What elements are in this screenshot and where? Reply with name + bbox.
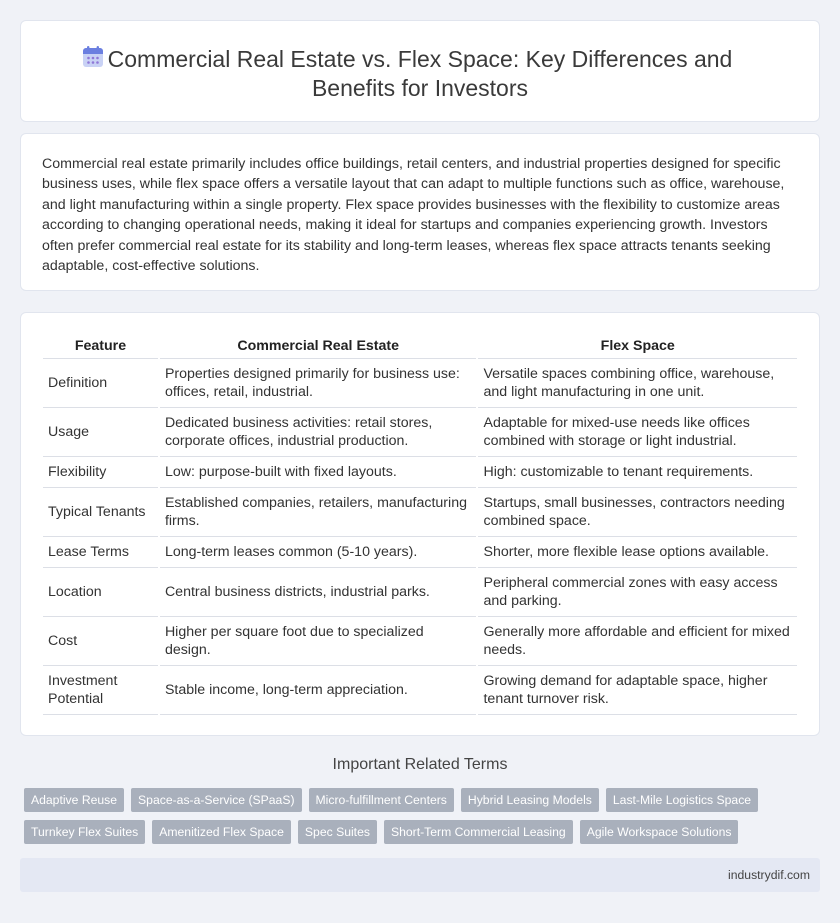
- cell-flex-space: Startups, small businesses, contractors needing combined space.: [478, 488, 797, 537]
- related-term-tag[interactable]: Short-Term Commercial Leasing: [384, 820, 573, 844]
- column-header-commercial-real-estate: Commercial Real Estate: [160, 331, 477, 359]
- comparison-table: [41, 331, 799, 715]
- related-term-tag[interactable]: Last-Mile Logistics Space: [606, 788, 758, 812]
- column-header-feature: Feature: [43, 331, 158, 359]
- related-term-tag[interactable]: Agile Workspace Solutions: [580, 820, 739, 844]
- cell-commercial-real-estate: Stable income, long-term appreciation.: [160, 666, 477, 715]
- related-terms-row: [24, 820, 814, 844]
- column-header-flex-space: Flex Space: [478, 331, 797, 359]
- cell-feature: Cost: [43, 617, 158, 666]
- cell-feature: Flexibility: [43, 457, 158, 488]
- related-term-tag[interactable]: Space-as-a-Service (SPaaS): [131, 788, 301, 812]
- cell-flex-space: Generally more affordable and efficient for mixed needs.: [478, 617, 797, 666]
- table-header-row: [43, 331, 797, 359]
- footer: [20, 858, 820, 892]
- table-row: [43, 617, 797, 666]
- cell-commercial-real-estate: Properties designed primarily for business use: offices, retail, industrial.: [160, 359, 477, 408]
- cell-feature: Usage: [43, 408, 158, 457]
- related-term-tag[interactable]: Amenitized Flex Space: [152, 820, 291, 844]
- table-row: [43, 359, 797, 408]
- cell-commercial-real-estate: Dedicated business activities: retail stores, corporate offices, industrial production.: [160, 408, 477, 457]
- cell-feature: Lease Terms: [43, 537, 158, 568]
- cell-flex-space: Peripheral commercial zones with easy access and parking.: [478, 568, 797, 617]
- cell-commercial-real-estate: Low: purpose-built with fixed layouts.: [160, 457, 477, 488]
- table-row: [43, 488, 797, 537]
- comparison-table-card: [20, 312, 820, 736]
- related-terms-row: [24, 788, 814, 812]
- cell-flex-space: Adaptable for mixed-use needs like offices combined with storage or light industrial.: [478, 408, 797, 457]
- related-term-tag[interactable]: Hybrid Leasing Models: [461, 788, 599, 812]
- cell-feature: Investment Potential: [43, 666, 158, 715]
- cell-flex-space: Versatile spaces combining office, warehouse, and light manufacturing in one unit.: [478, 359, 797, 408]
- cell-flex-space: Growing demand for adaptable space, higher tenant turnover risk.: [478, 666, 797, 715]
- table-row: [43, 408, 797, 457]
- cell-feature: Definition: [43, 359, 158, 408]
- table-row: [43, 457, 797, 488]
- cell-commercial-real-estate: Long-term leases common (5-10 years).: [160, 537, 477, 568]
- table-row: [43, 537, 797, 568]
- footer-site-link[interactable]: industrydif.com: [728, 868, 810, 882]
- table-row: [43, 666, 797, 715]
- related-term-tag[interactable]: Adaptive Reuse: [24, 788, 124, 812]
- related-term-tag[interactable]: Spec Suites: [298, 820, 377, 844]
- header-card: [20, 20, 820, 122]
- cell-feature: Location: [43, 568, 158, 617]
- related-term-tag[interactable]: Turnkey Flex Suites: [24, 820, 145, 844]
- cell-commercial-real-estate: Higher per square foot due to specialized design.: [160, 617, 477, 666]
- table-row: [43, 568, 797, 617]
- cell-flex-space: Shorter, more flexible lease options available.: [478, 537, 797, 568]
- cell-commercial-real-estate: Established companies, retailers, manufacturing firms.: [160, 488, 477, 537]
- cell-feature: Typical Tenants: [43, 488, 158, 537]
- related-terms-title: Important Related Terms: [332, 756, 508, 773]
- cell-commercial-real-estate: Central business districts, industrial parks.: [160, 568, 477, 617]
- page-title: Commercial Real Estate vs. Flex Space: Key Differences and Benefits for Investors: [107, 46, 733, 101]
- related-term-tag[interactable]: Micro-fulfillment Centers: [309, 788, 454, 812]
- intro-paragraph: Commercial real estate primarily includes office buildings, retail centers, and industrial properties designed for specific business uses, while flex space offers a versatile layout that can adapt to multiple functions such as office, warehouse, and light manufacturing within a single property. Flex space provides businesses with the flexibility to customize areas according to changing operational needs, making it ideal for startups and companies experiencing growth. Investors often prefer commercial real estate for its stability and long-term leases, whereas flex space attracts tenants seeking adaptable, cost-effective solutions.: [42, 156, 785, 275]
- cell-flex-space: High: customizable to tenant requirements.: [478, 457, 797, 488]
- intro-card: [20, 133, 820, 291]
- related-terms-list: [24, 788, 814, 852]
